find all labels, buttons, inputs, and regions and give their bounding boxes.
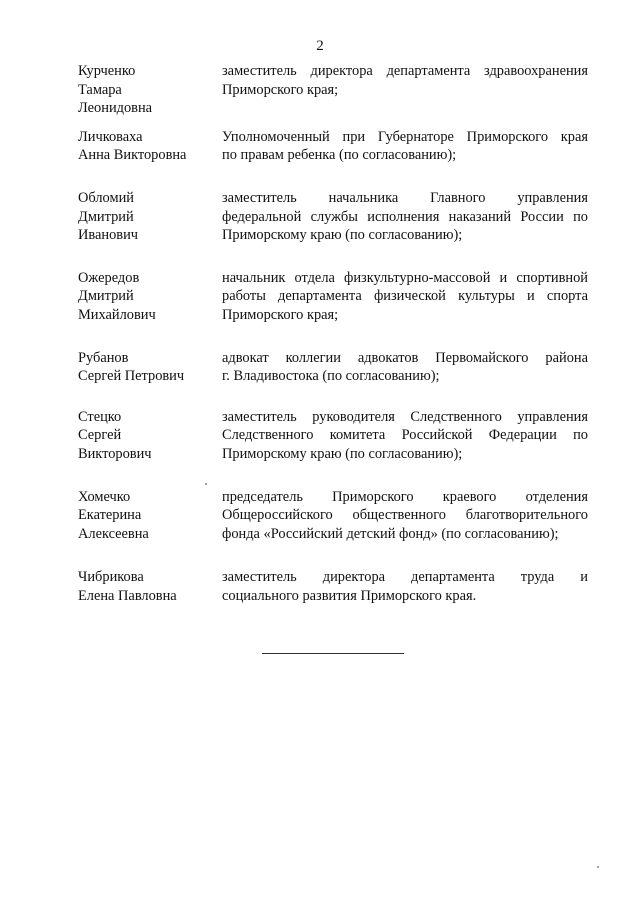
member-name	[78, 488, 222, 544]
member-patronymic: Викторович	[78, 445, 152, 462]
position-line: заместитель руководителя Следственного управления	[222, 408, 588, 425]
member-name	[78, 269, 222, 325]
position-line: заместитель директора департамента здравоохранения	[222, 63, 588, 79]
member-name	[78, 408, 222, 464]
member-entry	[78, 269, 588, 325]
position-line: председатель Приморского краевого отделения	[222, 488, 588, 505]
scan-speck	[205, 483, 207, 485]
member-surname: Чибрикова	[78, 569, 144, 586]
member-surname: Обломий	[78, 189, 134, 206]
position-line: начальник отдела физкультурно-массовой и спортивной	[222, 269, 588, 286]
position-line: по правам ребенка (по согласованию);	[222, 147, 457, 164]
member-name	[78, 189, 222, 245]
member-first-name: Дмитрий	[78, 288, 134, 305]
position-line: социального развития Приморского края.	[222, 587, 477, 604]
member-surname: Личковаха	[78, 128, 143, 145]
position-line: фонда «Российский детский фонд» (по согласованию);	[222, 525, 559, 542]
member-name	[78, 349, 222, 386]
position-line: г. Владивостока (по согласованию);	[222, 368, 440, 385]
member-entry	[78, 408, 588, 464]
member-first-name: Тамара	[78, 81, 122, 98]
position-line: адвокат коллегии адвокатов Первомайского района	[222, 349, 588, 366]
member-first-name: Анна Викторовна	[78, 147, 187, 164]
member-position	[222, 62, 588, 99]
member-name	[78, 128, 222, 165]
position-line: заместитель начальника Главного управления	[222, 189, 588, 206]
member-entry	[78, 349, 588, 386]
page-number: 2	[316, 38, 324, 54]
member-patronymic: Алексеевна	[78, 525, 149, 542]
member-position	[222, 189, 588, 245]
member-patronymic: Леонидовна	[78, 100, 153, 117]
position-line: работы департамента физической культуры и спорта	[222, 288, 588, 305]
member-surname: Курченко	[78, 63, 136, 79]
member-position	[222, 269, 588, 325]
position-line: федеральной службы исполнения наказаний России по	[222, 208, 588, 225]
member-patronymic: Михайлович	[78, 306, 156, 323]
position-line: Приморскому краю (по согласованию);	[222, 227, 463, 244]
member-first-name: Екатерина	[78, 507, 142, 524]
member-entry	[78, 568, 588, 605]
member-name	[78, 62, 222, 118]
position-line: Общероссийского общественного благотворительного	[222, 507, 588, 524]
member-entry	[78, 488, 588, 544]
position-line: Уполномоченный при Губернаторе Приморского края	[222, 128, 588, 145]
member-entry	[78, 62, 588, 118]
member-surname: Ожередов	[78, 269, 140, 286]
position-line: Приморскому краю (по согласованию);	[222, 445, 463, 462]
member-surname: Хомечко	[78, 488, 131, 505]
position-line: Приморского края;	[222, 81, 339, 98]
position-line: Следственного комитета Российской Федерации по	[222, 427, 588, 444]
member-patronymic: Иванович	[78, 227, 139, 244]
member-position	[222, 488, 588, 544]
member-surname: Рубанов	[78, 349, 129, 366]
member-first-name: Сергей Петрович	[78, 368, 185, 385]
member-position	[222, 568, 588, 605]
end-of-list-rule	[262, 653, 404, 654]
position-line: заместитель директора департамента труда и	[222, 569, 588, 586]
member-surname: Стецко	[78, 408, 122, 425]
member-position	[222, 128, 588, 165]
member-first-name: Дмитрий	[78, 208, 134, 225]
member-list	[78, 62, 588, 605]
member-entry	[78, 189, 588, 245]
member-position	[222, 349, 588, 386]
member-first-name: Сергей	[78, 427, 122, 444]
position-line: Приморского края;	[222, 306, 339, 323]
scan-speck	[597, 866, 599, 868]
member-name	[78, 568, 222, 605]
member-entry	[78, 128, 588, 165]
member-first-name: Елена Павловна	[78, 587, 177, 604]
member-position	[222, 408, 588, 464]
